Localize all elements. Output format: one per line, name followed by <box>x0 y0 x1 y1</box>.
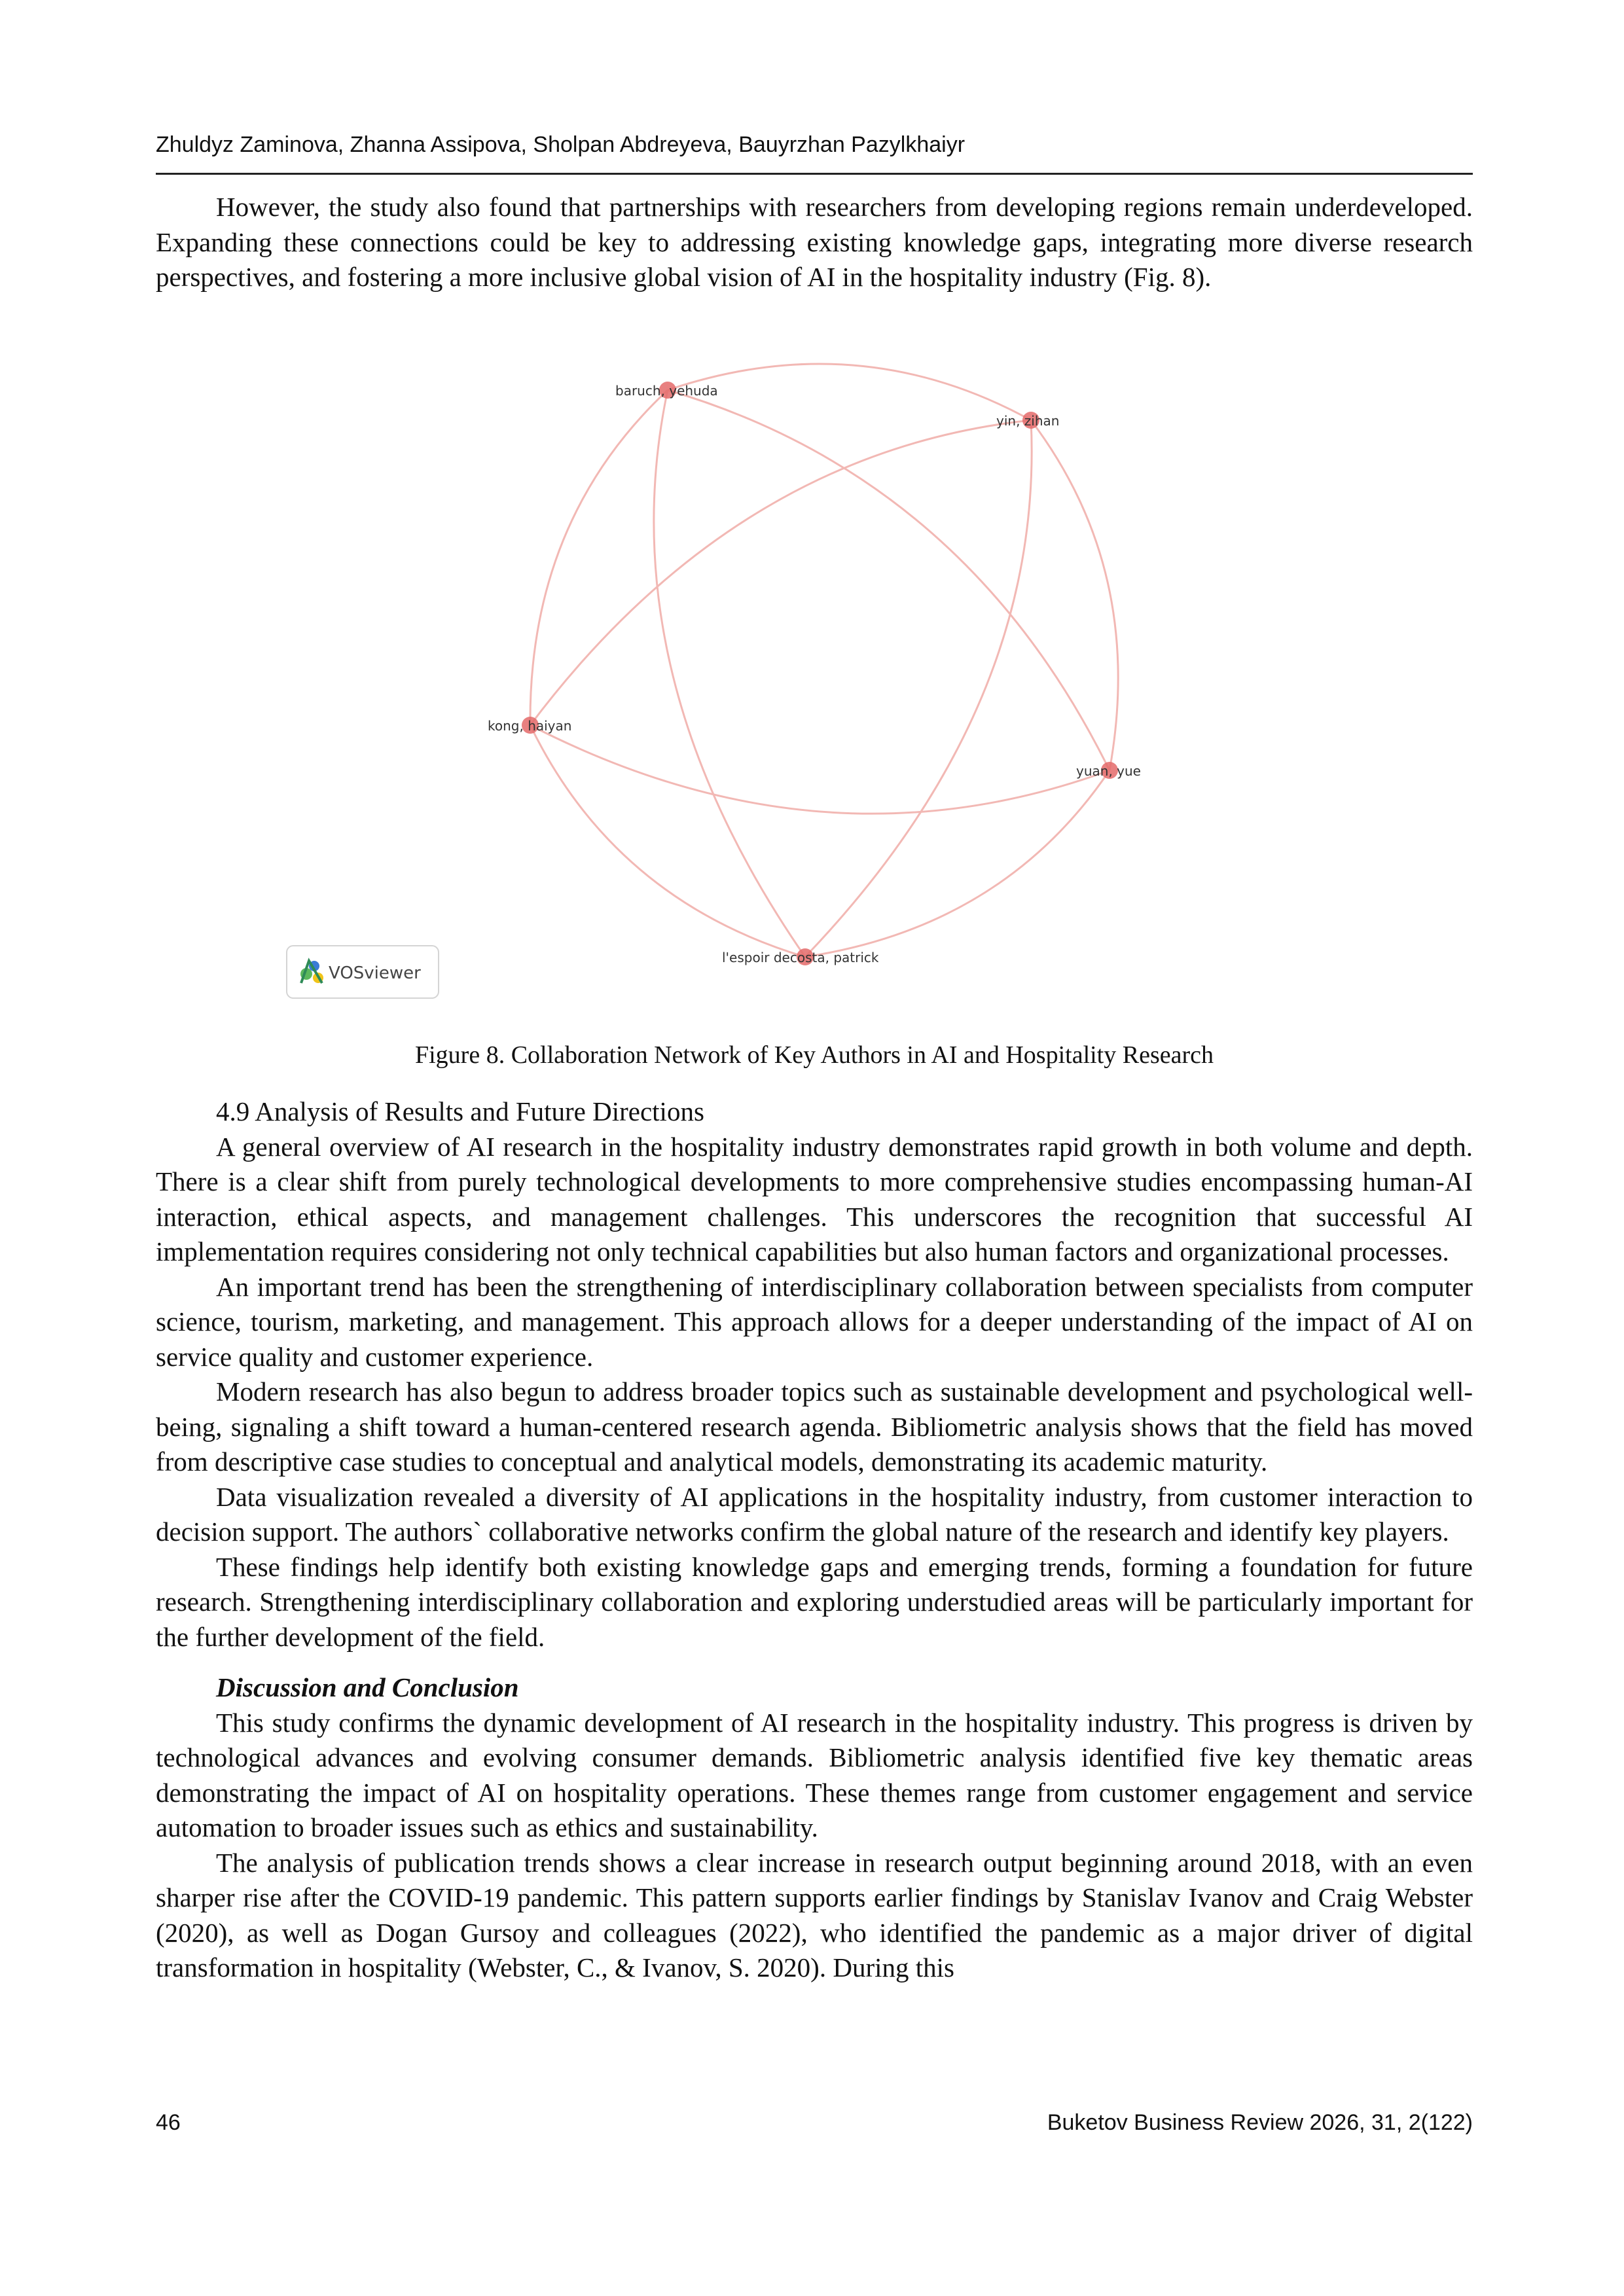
section-paragraph: These findings help identify both existing knowledge gaps and emerging trends, forming a foundation for future research. Strengthening interdisciplinary collaboration and exploring understudied areas will be particularly important for the further development of the field. <box>156 1551 1473 1652</box>
network-edge <box>530 725 805 957</box>
network-node-label: baruch, yehuda <box>615 383 718 399</box>
network-edge <box>530 420 1031 725</box>
section-paragraph: A general overview of AI research in the hospitality industry demonstrates rapid growth in both volume and depth. There is a clear shift from purely technological developments to more comprehensive studies encompassing human-AI interaction, ethical aspects, and management challenges. This underscores the recognition that successful AI implementation requires considering not only technical capabilities but also human factors and organizational processes. <box>156 1131 1473 1266</box>
network-edge <box>668 364 1031 420</box>
network-graph <box>281 334 1231 1008</box>
network-edge <box>530 390 668 725</box>
vosviewer-logo-text: VOSviewer <box>329 963 421 983</box>
network-edges <box>530 364 1118 957</box>
network-edge <box>668 390 1110 770</box>
page-number: 46 <box>156 2110 181 2135</box>
collaboration-network-figure <box>281 334 1231 1008</box>
journal-citation: Buketov Business Review 2026, 31, 2(122) <box>1047 2110 1473 2135</box>
intro-block <box>156 190 1473 295</box>
section-heading: 4.9 Analysis of Results and Future Directions <box>216 1096 704 1126</box>
network-edge <box>1031 420 1118 770</box>
network-node-label: kong, haiyan <box>488 718 572 734</box>
network-nodes <box>488 382 1141 965</box>
section-paragraph: Data visualization revealed a diversity of AI applications in the hospitality industry, from customer interaction to decision support. The authors` collaborative networks confirm the global nature of the research and identify key players. <box>156 1481 1473 1547</box>
vosviewer-logo <box>287 946 439 998</box>
running-header-authors: Zhuldyz Zaminova, Zhanna Assipova, Sholpan Abdreyeva, Bauyrzhan Pazylkhaiyr <box>156 132 965 157</box>
network-edge <box>805 420 1032 957</box>
figure-caption: Figure 8. Collaboration Network of Key Authors in AI and Hospitality Research <box>414 1041 1214 1069</box>
section-paragraph: Modern research has also begun to address broader topics such as sustainable development and psychological well-being, signaling a shift toward a human-centered research agenda. Bibliometric analysis shows that the field has moved from descriptive case studies to conceptual and analytical models, demonstrating its academic maturity. <box>156 1376 1473 1477</box>
network-node-label: l'espoir decosta, patrick <box>722 950 879 965</box>
network-node-label: yuan, yue <box>1076 763 1141 779</box>
discussion-paragraph: This study confirms the dynamic development of AI research in the hospitality industry. This progress is driven by technological advances and evolving consumer demands. Bibliometric analysis identified five key thematic areas demonstrating the impact of AI on hospitality operations. These themes range from customer engagement and service automation to broader issues such as ethics and sustainability. <box>156 1707 1473 1842</box>
discussion-paragraph: The analysis of publication trends shows a clear increase in research output beginning around 2018, with an even sharper rise after the COVID-19 pandemic. This pattern supports earlier findings by Stanislav Ivanov and Craig Webster (2020), as well as Dogan Gursoy and colleagues (2022), who identified the pandemic as a major driver of digital transformation in hospitality (Webster, C., & Ivanov, S. 2020). During this <box>156 1847 1473 1982</box>
network-edge <box>805 770 1110 957</box>
network-edge <box>654 390 805 957</box>
discussion-heading: Discussion and Conclusion <box>216 1672 519 1702</box>
section-paragraph: An important trend has been the strengthening of interdisciplinary collaboration between specialists from computer science, tourism, marketing, and management. This approach allows for a deeper understanding of the impact of AI on service quality and customer experience. <box>156 1271 1473 1372</box>
network-edge <box>530 725 1110 814</box>
header-rule <box>156 173 1473 175</box>
main-text-block <box>156 1094 1473 1986</box>
network-node-label: yin, zihan <box>996 413 1060 429</box>
intro-paragraph: However, the study also found that partnerships with researchers from developing regions remain underdeveloped. Expanding these connections could be key to addressing existing knowledge gaps, integrating more diverse research perspectives, and fostering a more inclusive global vision of AI in the hospitality industry (Fig. 8). <box>156 192 1473 292</box>
